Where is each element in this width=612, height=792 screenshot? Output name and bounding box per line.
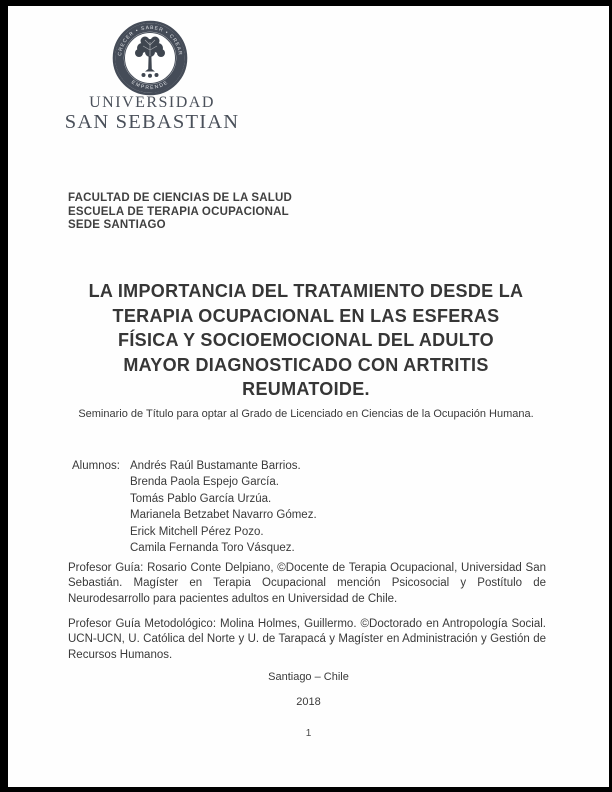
student-name: Marianela Betzabet Navarro Gómez. (130, 509, 317, 522)
location-line: Santiago – Chile (268, 671, 349, 683)
students-block (72, 458, 317, 556)
thesis-title (30, 279, 582, 402)
student-name: Andrés Raúl Bustamante Barrios. (130, 460, 301, 472)
student-name: Brenda Paola Espejo García. (130, 476, 279, 489)
thesis-title-line: REUMATOIDE. (242, 379, 370, 399)
university-wordmark (44, 94, 260, 133)
year-line: 2018 (296, 696, 321, 708)
student-name: Tomás Pablo García Urzúa. (130, 492, 272, 505)
page-number: 1 (305, 728, 312, 739)
thesis-title-line: MAYOR DIAGNOSTICADO CON ARTRITIS (123, 354, 489, 375)
student-name: Erick Mitchell Pérez Pozo. (130, 525, 264, 538)
thesis-subtitle: Seminario de Título para optar al Grado de Licenciado en Ciencias de la Ocupación Humana. (78, 408, 534, 420)
university-name-line1: UNIVERSIDAD (89, 94, 215, 111)
seal-arc-bottom-text: EMPRENDE (130, 79, 170, 92)
thesis-title-line: LA IMPORTANCIA DEL TRATAMIENTO DESDE LA (88, 281, 524, 301)
thesis-title-line: TERAPIA OCUPACIONAL EN LAS ESFERAS (112, 305, 500, 326)
university-name-line2: SAN SEBASTIAN (64, 111, 240, 133)
students-label: Alumnos: (72, 460, 120, 472)
seal-arc-top-text: CRECER • SABER • CREAR (117, 24, 183, 57)
advisor-guide-paragraph: Profesor Guía: Rosario Conte Delpiano, ©Docente de Terapia Ocupacional, Universidad San Sebastián. Magíster en Terapia Ocupacional mención Psicosocial y Postítulo de Neurodesarrollo para pacientes adultos en Universidad de Chile. (68, 562, 546, 605)
campus-name: SEDE SANTIAGO (68, 219, 166, 231)
faculty-name: FACULTAD DE CIENCIAS DE LA SALUD (68, 192, 293, 204)
school-name: ESCUELA DE TERAPIA OCUPACIONAL (68, 205, 289, 218)
thesis-title-line: FÍSICA Y SOCIOEMOCIONAL DEL ADULTO (118, 330, 494, 350)
faculty-block (68, 192, 292, 233)
student-name: Camila Fernanda Toro Vásquez. (130, 542, 295, 555)
university-seal-icon (112, 20, 188, 96)
students-name-list (130, 458, 317, 556)
advisor-methodological-paragraph: Profesor Guía Metodológico: Molina Holmes, Guillermo. ©Doctorado en Antropología Social. UCN-UCN, U. Católica del Norte y U. de Tarapacá y Magíster en Administración y Gestión de Recursos Humanos. (68, 618, 546, 661)
